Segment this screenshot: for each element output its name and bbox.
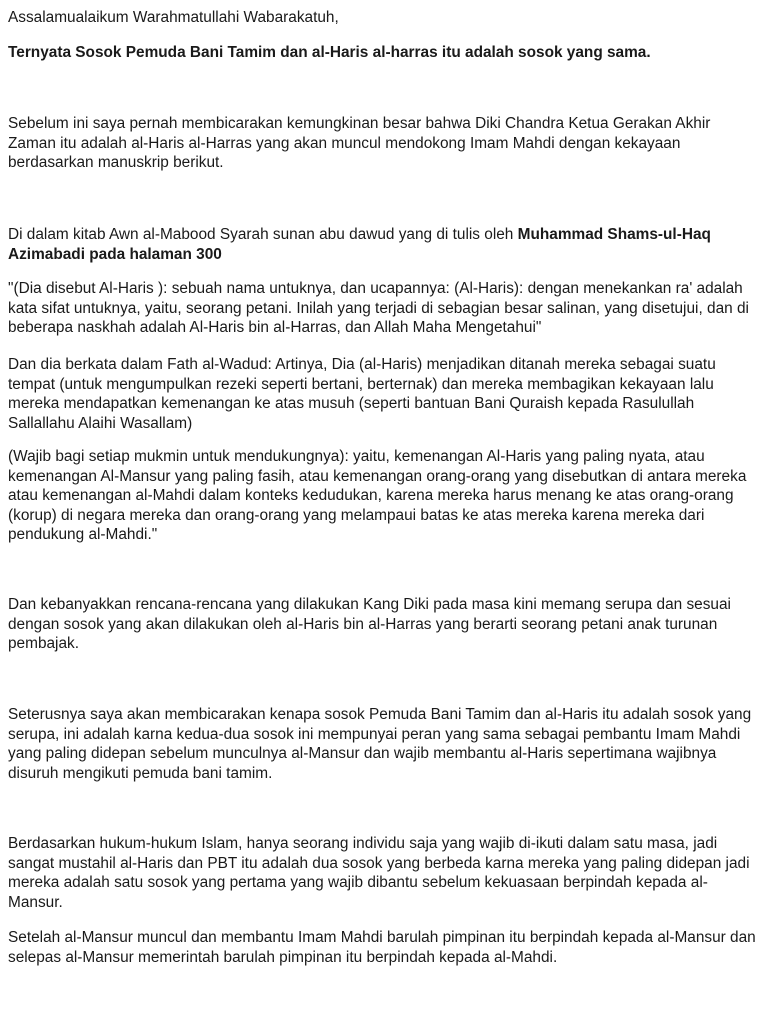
paragraph-quote-al-haris: "(Dia disebut Al-Haris ): sebuah nama untuknya, dan ucapannya: (Al-Haris): dengan menekankan ra' adalah kata sifat untuknya, yaitu, seorang petani. Inilah yang terjadi di sebagian besar salinan, yang disetujui, dan di beberapa naskhah adalah Al-Haris bin al-Harras, dan Allah Maha Mengetahui" <box>8 280 749 336</box>
paragraph-intro-manuscript: Sebelum ini saya pernah membicarakan kemungkinan besar bahwa Diki Chandra Ketua Gerakan Akhir Zaman itu adalah al-Haris al-Harras yang akan muncul mendokong Imam Mahdi dengan kekayaan berdasarkan manuskrip berikut. <box>8 115 711 171</box>
paragraph-book-reference <box>8 225 760 264</box>
greeting-text: Assalamualaikum Warahmatullahi Wabarakatuh, <box>8 9 339 26</box>
paragraph-al-mansur: Setelah al-Mansur muncul dan membantu Imam Mahdi barulah pimpinan itu berpindah kepada al-Mansur dan selepas al-Mansur memerintah barulah pimpinan itu berpindah kepada al-Mahdi. <box>8 929 756 966</box>
book-reference-text: Di dalam kitab Awn al-Mabood Syarah sunan abu dawud yang di tulis oleh <box>8 226 518 243</box>
paragraph-pemuda-bani-tamim: Seterusnya saya akan membicarakan kenapa sosok Pemuda Bani Tamim dan al-Haris itu adalah sosok yang serupa, ini adalah karna kedua-dua sosok ini mempunyai peran yang sama sebagai pembantu Imam Mahdi yang paling didepan sebelum munculnya al-Mansur dan wajib membantu al-Haris sepertimana wajibnya disuruh mengikuti pemuda bani tamim. <box>8 706 752 782</box>
paragraph-obligation: (Wajib bagi setiap mukmin untuk mendukungnya): yaitu, kemenangan Al-Haris yang paling nyata, atau kemenangan Al-Mansur yang paling fasih, atau kemenangan orang-orang yang disebutkan di antara mereka atau kemenangan al-Mahdi dalam konteks kedudukan, karena mereka harus menang ke atas orang-orang (korup) di negara mereka dan orang-orang yang melampaui batas ke atas mereka karena mereka dari pendukung al-Mahdi." <box>8 448 747 543</box>
paragraph-kang-diki: Dan kebanyakkan rencana-rencana yang dilakukan Kang Diki pada masa kini memang serupa dan sesuai dengan sosok yang akan dilakukan oleh al-Haris bin al-Harras yang berarti seorang petani anak turunan pembajak. <box>8 596 731 652</box>
book-author-page: Muhammad Shams-ul-Haq Azimabadi pada halaman 300 <box>8 226 711 263</box>
article-headline: Ternyata Sosok Pemuda Bani Tamim dan al-Haris al-harras itu adalah sosok yang sama. <box>8 44 651 61</box>
paragraph-fath-al-wadud: Dan dia berkata dalam Fath al-Wadud: Artinya, Dia (al-Haris) menjadikan ditanah mereka sebagai suatu tempat (untuk mengumpulkan rezeki seperti bertani, berternak) dan mereka membagikan kekayaan lalu mereka mendapatkan kemenangan ke atas musuh (seperti bantuan Bani Quraish kepada Rasulullah Sallallahu Alaihi Wasallam) <box>8 356 716 432</box>
paragraph-hukum-islam: Berdasarkan hukum-hukum Islam, hanya seorang individu saja yang wajib di-ikuti dalam satu masa, jadi sangat mustahil al-Haris dan PBT itu adalah dua sosok yang berbeda karna mereka yang paling didepan jadi mereka adalah satu sosok yang pertama yang wajib dibantu sebelum kekuasaan berpindah kepada al-Mansur. <box>8 835 750 911</box>
